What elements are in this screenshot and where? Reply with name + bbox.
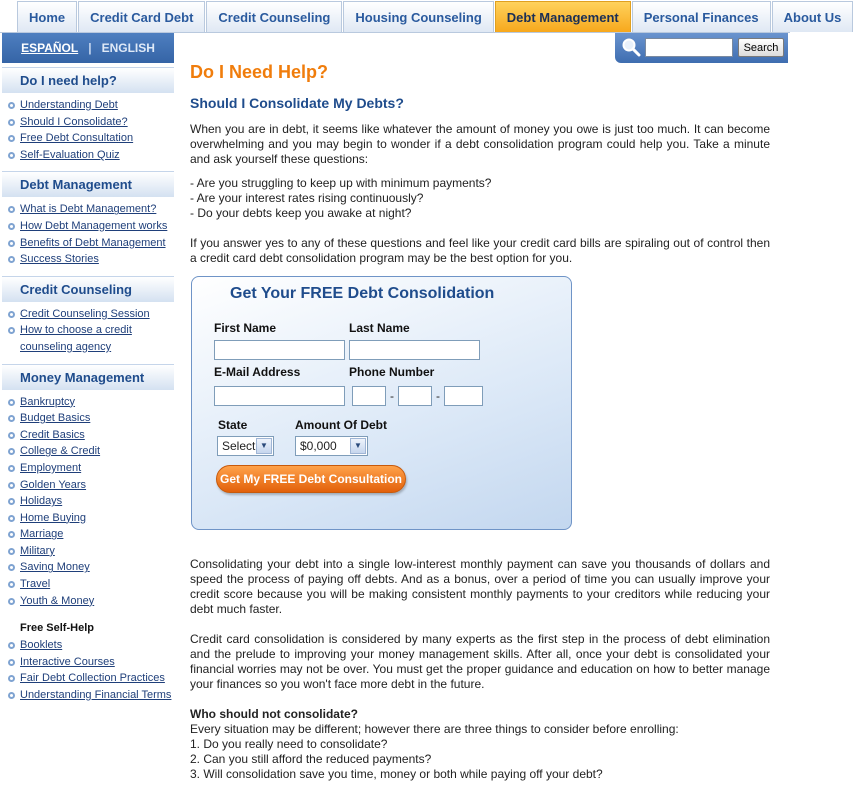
phone-label: Phone Number [349, 365, 435, 379]
bullet-icon [8, 659, 15, 666]
who-item: 3. Will consolidation save you time, money or both while paying off your debt? [190, 767, 603, 781]
first-name-field[interactable] [214, 340, 345, 360]
last-name-field[interactable] [349, 340, 480, 360]
intro-paragraph: When you are in debt, it seems like whatever the amount of money you owe is just too much. It can become overwhelming and you may begin to wonder if a debt consolidation program could help you. Take a minute and ask yourself these questions: [190, 122, 770, 166]
get-consultation-button[interactable]: Get My FREE Debt Consultation [216, 465, 406, 493]
sidebar-heading-debt: Debt Management [2, 171, 174, 197]
list-item [2, 322, 174, 355]
email-label: E-Mail Address [214, 365, 301, 379]
tab-personal-finances[interactable]: Personal Finances [632, 1, 771, 32]
sidebar-link-marriage[interactable]: Marriage [20, 528, 64, 541]
list-item [2, 559, 174, 576]
first-name-label: First Name [214, 321, 277, 335]
bullet-icon [8, 581, 15, 588]
list-item [2, 654, 174, 671]
list-item [2, 97, 174, 114]
language-switcher [2, 33, 174, 63]
list-item [2, 394, 174, 411]
bullet-icon [8, 102, 15, 109]
list-item [2, 477, 174, 494]
sidebar-link-financial-terms[interactable]: Understanding Financial Terms [20, 689, 172, 702]
sidebar-link-understanding-debt[interactable]: Understanding Debt [20, 99, 118, 111]
bullet-icon [8, 327, 15, 334]
bullet-icon [8, 598, 15, 605]
sidebar-link-credit-basics[interactable]: Credit Basics [20, 428, 85, 441]
email-field[interactable] [214, 386, 345, 406]
list-item [2, 593, 174, 610]
sidebar-link-interactive-courses[interactable]: Interactive Courses [20, 655, 115, 668]
sidebar-link-home-buying[interactable]: Home Buying [20, 511, 87, 524]
chevron-down-icon: ▼ [256, 438, 272, 454]
list-item [2, 637, 174, 654]
amount-select-value: $0,000 [300, 439, 337, 453]
state-label: State [218, 418, 248, 432]
who-item: 2. Can you still afford the reduced payments? [190, 752, 432, 766]
tab-about-us[interactable]: About Us [772, 1, 854, 32]
question-item: - Do your debts keep you awake at night? [190, 206, 412, 220]
lang-english-link[interactable]: ENGLISH [101, 41, 155, 55]
bullet-icon [8, 531, 15, 538]
sidebar-heading-free: Free Self-Help [20, 622, 94, 635]
sidebar-list-debt [2, 197, 174, 271]
list-item [2, 410, 174, 427]
sidebar-link-benefits-of-debt-management[interactable]: Benefits of Debt Management [20, 236, 166, 249]
sidebar-link-golden-years[interactable]: Golden Years [20, 478, 87, 491]
state-select-value: Select [222, 439, 256, 453]
bullet-icon [8, 119, 15, 126]
bullet-icon [8, 432, 15, 439]
sidebar [2, 33, 174, 708]
phone-area-field[interactable] [352, 386, 386, 406]
sidebar-link-employment[interactable]: Employment [20, 461, 82, 474]
bullet-icon [8, 465, 15, 472]
tab-housing-counseling[interactable]: Housing Counseling [343, 1, 493, 32]
sidebar-link-bankruptcy[interactable]: Bankruptcy [20, 395, 76, 408]
list-item [2, 670, 174, 687]
answer-paragraph: If you answer yes to any of these questions and feel like your credit card bills are spiraling out of control then a credit card debt consolidation program may be the best option for you. [190, 236, 770, 265]
phone-line-field[interactable] [444, 386, 483, 406]
who-heading: Who should not consolidate? [190, 707, 358, 721]
question-list [190, 176, 770, 221]
lower-content [190, 557, 770, 782]
list-item [2, 147, 174, 164]
bullet-icon [8, 399, 15, 406]
tab-debt-management[interactable]: Debt Management [495, 1, 631, 32]
amount-label: Amount Of Debt [295, 418, 387, 432]
amount-select[interactable] [295, 436, 368, 456]
bullet-icon [8, 135, 15, 142]
sidebar-link-travel[interactable]: Travel [20, 578, 51, 591]
last-name-label: Last Name [349, 321, 410, 335]
lang-spanish-link[interactable]: ESPAÑOL [21, 41, 79, 55]
sidebar-link-how-debt-management-works[interactable]: How Debt Management works [20, 219, 168, 232]
sidebar-link-what-is-debt-management[interactable]: What is Debt Management? [20, 203, 157, 216]
sidebar-link-military[interactable]: Military [20, 544, 55, 557]
list-item [2, 493, 174, 510]
phone-dash: - [390, 389, 394, 403]
credit-card-paragraph: Credit card consolidation is considered by many experts as the first step in the process of debt elimination and the prelude to improving your money management skills. After all, once your debt is consolidated your financial worries may not be over. You must get the proper guidance and education on how to better manage your finances so you won't face more debt in the future. [190, 632, 770, 691]
bullet-icon [8, 256, 15, 263]
bullet-icon [8, 498, 15, 505]
page-title: Do I Need Help? [190, 62, 329, 82]
top-navigation [0, 0, 842, 33]
bullet-icon [8, 692, 15, 699]
bullet-icon [8, 564, 15, 571]
sidebar-link-saving-money[interactable]: Saving Money [20, 561, 90, 574]
bullet-icon [8, 206, 15, 213]
nav-tabs [17, 1, 854, 32]
phone-dash: - [436, 389, 440, 403]
search-input[interactable] [645, 38, 733, 57]
list-item [2, 576, 174, 593]
bullet-icon [8, 448, 15, 455]
sidebar-heading-money: Money Management [2, 364, 174, 390]
bullet-icon [8, 311, 15, 318]
sidebar-heading-help: Do I need help? [2, 67, 174, 93]
list-item [2, 443, 174, 460]
sidebar-link-self-evaluation-quiz[interactable]: Self-Evaluation Quiz [20, 148, 120, 161]
list-item [2, 218, 174, 235]
consolidation-paragraph: Consolidating your debt into a single low-interest monthly payment can save you thousands of dollars and speed the process of paying off debts. And as a bonus, over a period of time you can usually improve your credit score because you will be making consistent monthly payments to your creditors while reducing your debt much faster. [190, 557, 770, 616]
bullet-icon [8, 548, 15, 555]
sidebar-list-money [2, 390, 174, 614]
sidebar-link-booklets[interactable]: Booklets [20, 639, 63, 652]
list-item [2, 235, 174, 252]
tab-home[interactable]: Home [17, 1, 77, 32]
sidebar-link-success-stories[interactable]: Success Stories [20, 253, 99, 266]
bullet-icon [8, 152, 15, 159]
question-item: - Are your interest rates rising continuously? [190, 191, 424, 205]
sidebar-link-credit-counseling-session[interactable]: Credit Counseling Session [20, 307, 150, 320]
bullet-icon [8, 240, 15, 247]
bullet-icon [8, 642, 15, 649]
form-title: Get Your FREE Debt Consolidation [230, 285, 495, 302]
sidebar-link-should-i-consolidate[interactable]: Should I Consolidate? [20, 115, 128, 128]
list-item [2, 130, 174, 147]
sidebar-link-holidays[interactable]: Holidays [20, 495, 63, 508]
main-content [190, 60, 770, 266]
list-item [2, 460, 174, 477]
chevron-down-icon: ▼ [350, 438, 366, 454]
tab-credit-card-debt[interactable]: Credit Card Debt [78, 1, 205, 32]
sidebar-list-help [2, 93, 174, 167]
who-intro: Every situation may be different; however there are three things to consider before enrolling: [190, 722, 679, 736]
page-subtitle: Should I Consolidate My Debts? [190, 95, 404, 111]
search-box [615, 33, 788, 63]
question-item: - Are you struggling to keep up with minimum payments? [190, 176, 492, 190]
list-item [2, 526, 174, 543]
list-item [2, 427, 174, 444]
sidebar-link-free-debt-consultation[interactable]: Free Debt Consultation [20, 132, 134, 145]
consultation-form [191, 276, 572, 530]
list-item [2, 687, 174, 704]
lang-separator: | [88, 41, 92, 55]
search-button[interactable]: Search [738, 38, 784, 57]
list-item [2, 510, 174, 527]
list-item [2, 251, 174, 268]
sidebar-link-college-credit[interactable]: College & Credit [20, 445, 101, 458]
bullet-icon [8, 223, 15, 230]
sidebar-link-choose-agency[interactable]: How to choose a credit counseling agency [20, 324, 132, 353]
sidebar-link-fair-debt-collection[interactable]: Fair Debt Collection Practices [20, 672, 165, 685]
bullet-icon [8, 482, 15, 489]
bullet-icon [8, 415, 15, 422]
tab-credit-counseling[interactable]: Credit Counseling [206, 1, 342, 32]
sidebar-list-free [2, 637, 174, 707]
list-item [2, 114, 174, 131]
bullet-icon [8, 675, 15, 682]
sidebar-list-credit [2, 302, 174, 360]
bullet-icon [8, 515, 15, 522]
phone-prefix-field[interactable] [398, 386, 432, 406]
search-icon [621, 37, 641, 57]
list-item [2, 306, 174, 323]
list-item [2, 543, 174, 560]
state-select[interactable] [217, 436, 274, 456]
sidebar-heading-credit: Credit Counseling [2, 276, 174, 302]
list-item [2, 201, 174, 218]
sidebar-link-youth-money[interactable]: Youth & Money [20, 594, 95, 607]
sidebar-link-budget-basics[interactable]: Budget Basics [20, 412, 91, 425]
who-item: 1. Do you really need to consolidate? [190, 737, 388, 751]
